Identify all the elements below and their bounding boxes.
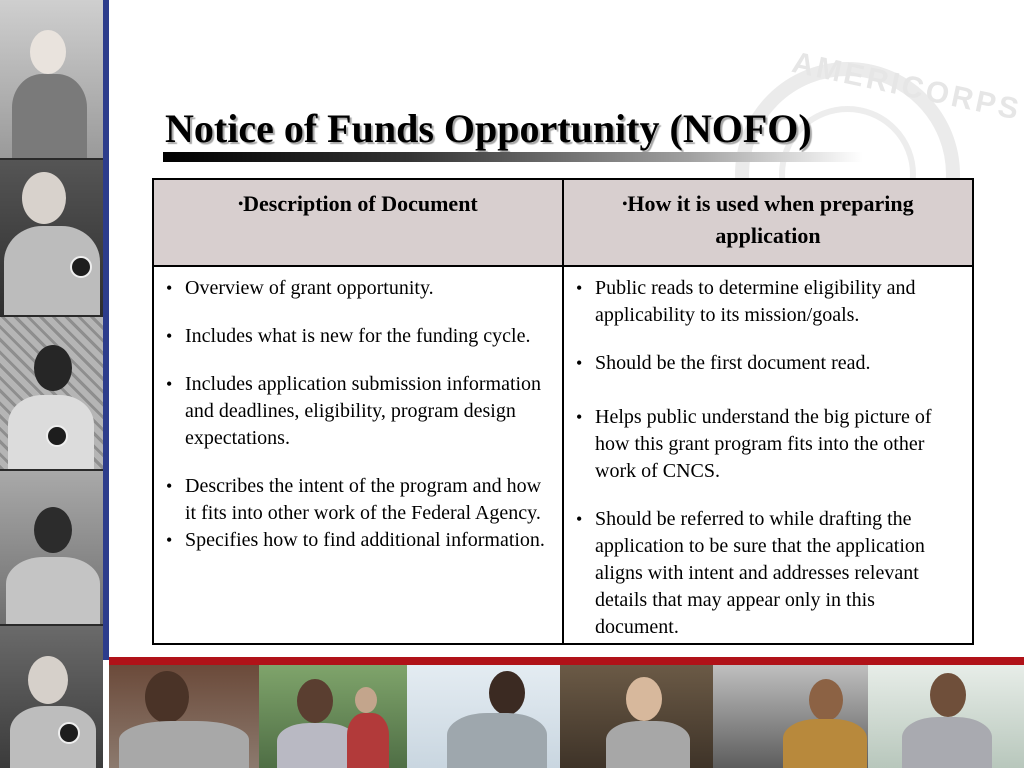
list-item: • Includes what is new for the funding cycle. [164,323,552,350]
slide-title: Notice of Funds Opportunity (NOFO) [165,106,812,151]
list-item: • Specifies how to find additional information. [164,527,552,554]
usage-cell [563,266,972,643]
table-body-row [154,266,972,643]
photo-volunteer-5 [0,626,103,768]
photo-volunteer-4 [0,471,103,624]
photo-volunteer-6 [109,665,259,768]
photo-volunteer-10 [713,665,868,768]
list-item: • Should be the first document read. [574,350,962,377]
list-item: • Describes the intent of the program and how it fits into other work of the Federal Agency. [164,473,552,527]
photo-volunteer-11 [868,665,1024,768]
list-item: • Helps public understand the big picture of how this grant program fits into the other work of CNCS. [574,404,962,485]
photo-volunteer-2 [0,160,103,315]
photo-volunteer-8 [407,665,560,768]
table-header-row [154,180,972,266]
list-item: • Overview of grant opportunity. [164,275,552,302]
header-usage-label: How it is used when preparing application [627,191,914,248]
nofo-table [152,178,974,645]
red-accent-bar [109,657,1024,665]
list-item: • Public reads to determine eligibility and applicability to its mission/goals. [574,275,962,329]
photo-volunteer-1 [0,0,103,158]
description-list [164,275,552,554]
blue-accent-bar [103,0,109,660]
usage-list [574,275,962,641]
list-item: • Should be referred to while drafting the application to be sure that the application aligns with intent and addresses relevant details that may appear only in this document. [574,506,962,641]
seal-watermark-text: AMERICORPS [789,46,1024,127]
left-photo-strip [0,0,103,768]
header-description-label: Description of Document [243,191,478,216]
photo-volunteer-9 [560,665,713,768]
photo-volunteer-3 [0,317,103,469]
photo-volunteer-7 [259,665,407,768]
header-bullet: • [238,197,244,212]
header-bullet: • [622,197,628,212]
bottom-photo-strip [109,665,1024,768]
title-underline-gradient [163,152,863,162]
header-description [154,180,563,266]
list-item: • Includes application submission information and deadlines, eligibility, program design expectations. [164,371,552,452]
description-cell [154,266,563,643]
header-usage [563,180,972,266]
